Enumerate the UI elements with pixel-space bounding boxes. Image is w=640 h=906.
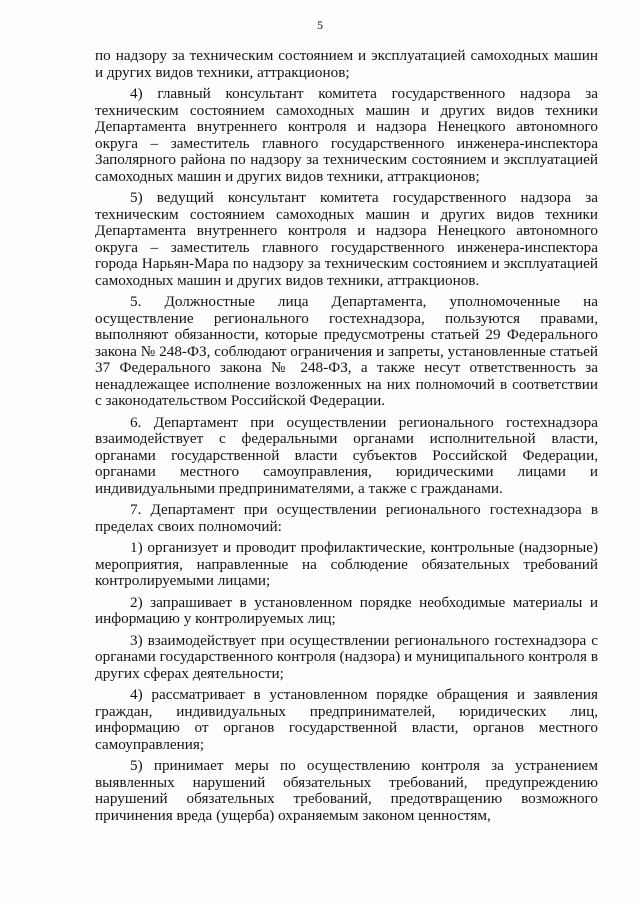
paragraph-clause-6: 6. Департамент при осуществлении регионального гостехнадзора взаимодействует с федеральными органами исполнительной власти, органами государственной власти субъектов Российской Федерации, органами местного самоуправления, юридическими лицами и индивидуальными предпринимателями, а также с гражданами. — [95, 413, 598, 497]
paragraph-item-5-leading-consultant: 5) ведущий консультант комитета государственного надзора за техническим состоянием самоходных машин и других видов техники Департамента внутреннего контроля и надзора Ненецкого автономного округа – заместитель главного государственного инженера-инспектора города Нарьян-Мара по надзору за техническим состоянием и эксплуатацией самоходных машин и других видов техники, аттракционов. — [95, 189, 598, 289]
paragraph-clause-7-item-2: 2) запрашивает в установленном порядке необходимые материалы и информацию у контролируемых лиц; — [95, 593, 598, 627]
paragraph-clause-7-item-1: 1) организует и проводит профилактические, контрольные (надзорные) мероприятия, направленные на соблюдение обязательных требований контролируемыми лицами; — [95, 539, 598, 589]
page-number: 5 — [317, 18, 323, 32]
paragraph-clause-7: 7. Департамент при осуществлении регионального гостехнадзора в пределах своих полномочий: — [95, 501, 598, 535]
paragraph-clause-5: 5. Должностные лица Департамента, уполномоченные на осуществление регионального гостехнадзора, пользуются правами, выполняют обязанности, которые предусмотрены статьей 29 Федерального закона № 248-ФЗ, соблюдают ограничения и запреты, установленные статьей 37 Федерального закона № 248-ФЗ, а также несут ответственность за ненадлежащее исполнение возложенных на них полномочий в соответствии с законодательством Российской Федерации. — [95, 293, 598, 409]
document-body — [95, 48, 598, 829]
paragraph-clause-7-item-5: 5) принимает меры по осуществлению контроля за устранением выявленных нарушений обязательных требований, предупреждению нарушений обязательных требований, предотвращению возможного причинения вреда (ущерба) охраняемым законом ценностям, — [95, 757, 598, 824]
paragraph-item-4-chief-consultant: 4) главный консультант комитета государственного надзора за техническим состоянием самоходных машин и других видов техники Департамента внутреннего контроля и надзора Ненецкого автономного округа – заместитель главного государственного инженера-инспектора Заполярного района по надзору за техническим состоянием и эксплуатацией самоходных машин и других видов техники, аттракционов; — [95, 85, 598, 185]
paragraph-continuation: по надзору за техническим состоянием и эксплуатацией самоходных машин и других видов техники, аттракционов; — [95, 47, 598, 81]
paragraph-clause-7-item-3: 3) взаимодействует при осуществлении регионального гостехнадзора с органами государственного контроля (надзора) и муниципального контроля в других сферах деятельности; — [95, 631, 598, 682]
paragraph-clause-7-item-4: 4) рассматривает в установленном порядке обращения и заявления граждан, индивидуальных предпринимателей, юридических лиц, информацию от органов государственной власти, органов местного самоуправления; — [95, 686, 598, 753]
